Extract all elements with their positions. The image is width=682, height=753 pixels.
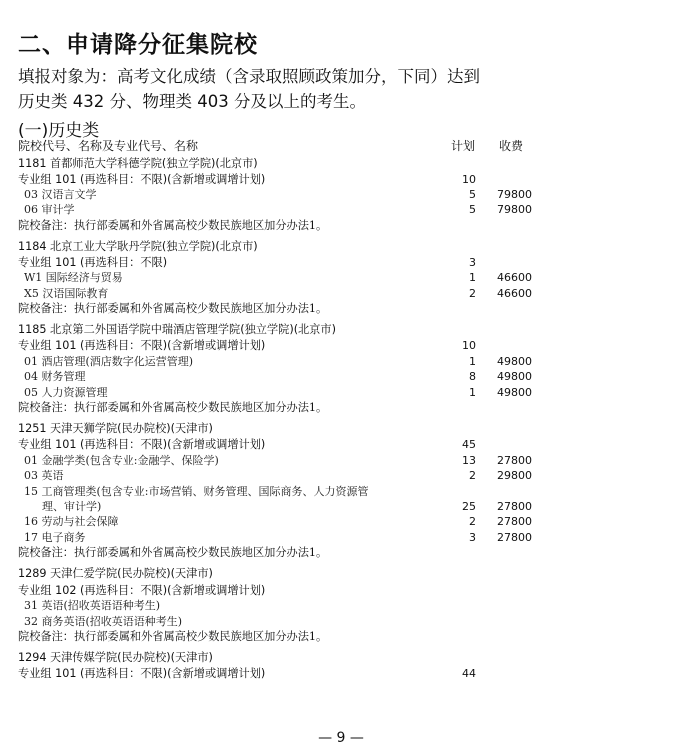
row-group: 专业组 101 (再选科目：不限)(含新增或调增计划) xyxy=(18,438,266,451)
row-school: 1184 北京工业大学耿丹学院(独立学院)(北京市) xyxy=(18,240,258,253)
row-note: 院校备注：执行部委属和外省属高校少数民族地区加分办法1。 xyxy=(18,630,328,643)
row-cont: 理、审计学) xyxy=(42,500,102,513)
row-plan: 13 xyxy=(462,454,476,467)
page-heading: 二、申请降分征集院校 xyxy=(18,32,258,58)
row-major: 01 金融学类(包含专业:金融学、保险学) xyxy=(24,454,219,467)
row-school: 1181 首都师范大学科德学院(独立学院)(北京市) xyxy=(18,157,258,170)
row-group: 专业组 101 (再选科目：不限)(含新增或调增计划) xyxy=(18,667,266,680)
row-major: 15 工商管理类(包含专业:市场营销、财务管理、国际商务、人力资源管 xyxy=(24,485,369,498)
row-group: 专业组 101 (再选科目：不限)(含新增或调增计划) xyxy=(18,173,266,186)
row-note: 院校备注：执行部委属和外省属高校少数民族地区加分办法1。 xyxy=(18,401,328,414)
row-fee: 29800 xyxy=(497,469,532,482)
section-title: (一)历史类 xyxy=(18,121,100,141)
row-plan: 1 xyxy=(469,271,476,284)
row-major: 05 人力资源管理 xyxy=(24,386,108,399)
column-header-fee: 收费 xyxy=(499,139,524,153)
row-fee: 27800 xyxy=(497,454,532,467)
row-major: 01 酒店管理(酒店数字化运营管理) xyxy=(24,355,194,368)
row-plan: 1 xyxy=(469,355,476,368)
row-plan: 44 xyxy=(462,667,476,680)
row-plan: 5 xyxy=(469,203,476,216)
row-fee: 46600 xyxy=(497,271,532,284)
row-school: 1289 天津仁爱学院(民办院校)(天津市) xyxy=(18,567,213,580)
row-plan: 2 xyxy=(469,469,476,482)
row-major: 17 电子商务 xyxy=(24,531,86,544)
row-major: 04 财务管理 xyxy=(24,370,86,383)
column-header-plan: 计划 xyxy=(451,139,476,153)
row-fee: 49800 xyxy=(497,370,532,383)
row-major: W1 国际经济与贸易 xyxy=(24,271,123,284)
page-number: — 9 — xyxy=(318,730,364,746)
row-plan: 3 xyxy=(469,256,476,269)
row-note: 院校备注：执行部委属和外省属高校少数民族地区加分办法1。 xyxy=(18,302,328,315)
row-major: 31 英语(招收英语语种考生) xyxy=(24,599,161,612)
row-fee: 27800 xyxy=(497,531,532,544)
row-fee: 49800 xyxy=(497,386,532,399)
row-major: 06 审计学 xyxy=(24,203,75,216)
row-plan: 1 xyxy=(469,386,476,399)
row-group: 专业组 101 (再选科目：不限)(含新增或调增计划) xyxy=(18,339,266,352)
intro-line-2: 历史类 432 分、物理类 403 分及以上的考生。 xyxy=(18,92,366,111)
row-note: 院校备注：执行部委属和外省属高校少数民族地区加分办法1。 xyxy=(18,546,328,559)
row-plan: 10 xyxy=(462,173,476,186)
row-fee: 27800 xyxy=(497,500,532,513)
row-major: 03 汉语言文学 xyxy=(24,188,97,201)
row-school: 1185 北京第二外国语学院中瑞酒店管理学院(独立学院)(北京市) xyxy=(18,323,336,336)
row-plan: 10 xyxy=(462,339,476,352)
row-fee: 49800 xyxy=(497,355,532,368)
row-plan: 25 xyxy=(462,500,476,513)
row-plan: 2 xyxy=(469,515,476,528)
row-plan: 2 xyxy=(469,287,476,300)
row-group: 专业组 102 (再选科目：不限)(含新增或调增计划) xyxy=(18,584,266,597)
row-fee: 46600 xyxy=(497,287,532,300)
row-group: 专业组 101 (再选科目：不限) xyxy=(18,256,168,269)
row-plan: 3 xyxy=(469,531,476,544)
row-major: 03 英语 xyxy=(24,469,64,482)
row-major: X5 汉语国际教育 xyxy=(24,287,109,300)
row-school: 1251 天津天狮学院(民办院校)(天津市) xyxy=(18,422,213,435)
row-plan: 5 xyxy=(469,188,476,201)
column-header-code: 院校代号、名称及专业代号、名称 xyxy=(18,139,199,153)
row-note: 院校备注：执行部委属和外省属高校少数民族地区加分办法1。 xyxy=(18,219,328,232)
row-plan: 8 xyxy=(469,370,476,383)
row-major: 32 商务英语(招收英语语种考生) xyxy=(24,615,183,628)
intro-line-1: 填报对象为：高考文化成绩（含录取照顾政策加分，下同）达到 xyxy=(18,67,480,86)
row-major: 16 劳动与社会保障 xyxy=(24,515,119,528)
row-plan: 45 xyxy=(462,438,476,451)
row-school: 1294 天津传媒学院(民办院校)(天津市) xyxy=(18,651,213,664)
row-fee: 79800 xyxy=(497,188,532,201)
row-fee: 79800 xyxy=(497,203,532,216)
row-fee: 27800 xyxy=(497,515,532,528)
